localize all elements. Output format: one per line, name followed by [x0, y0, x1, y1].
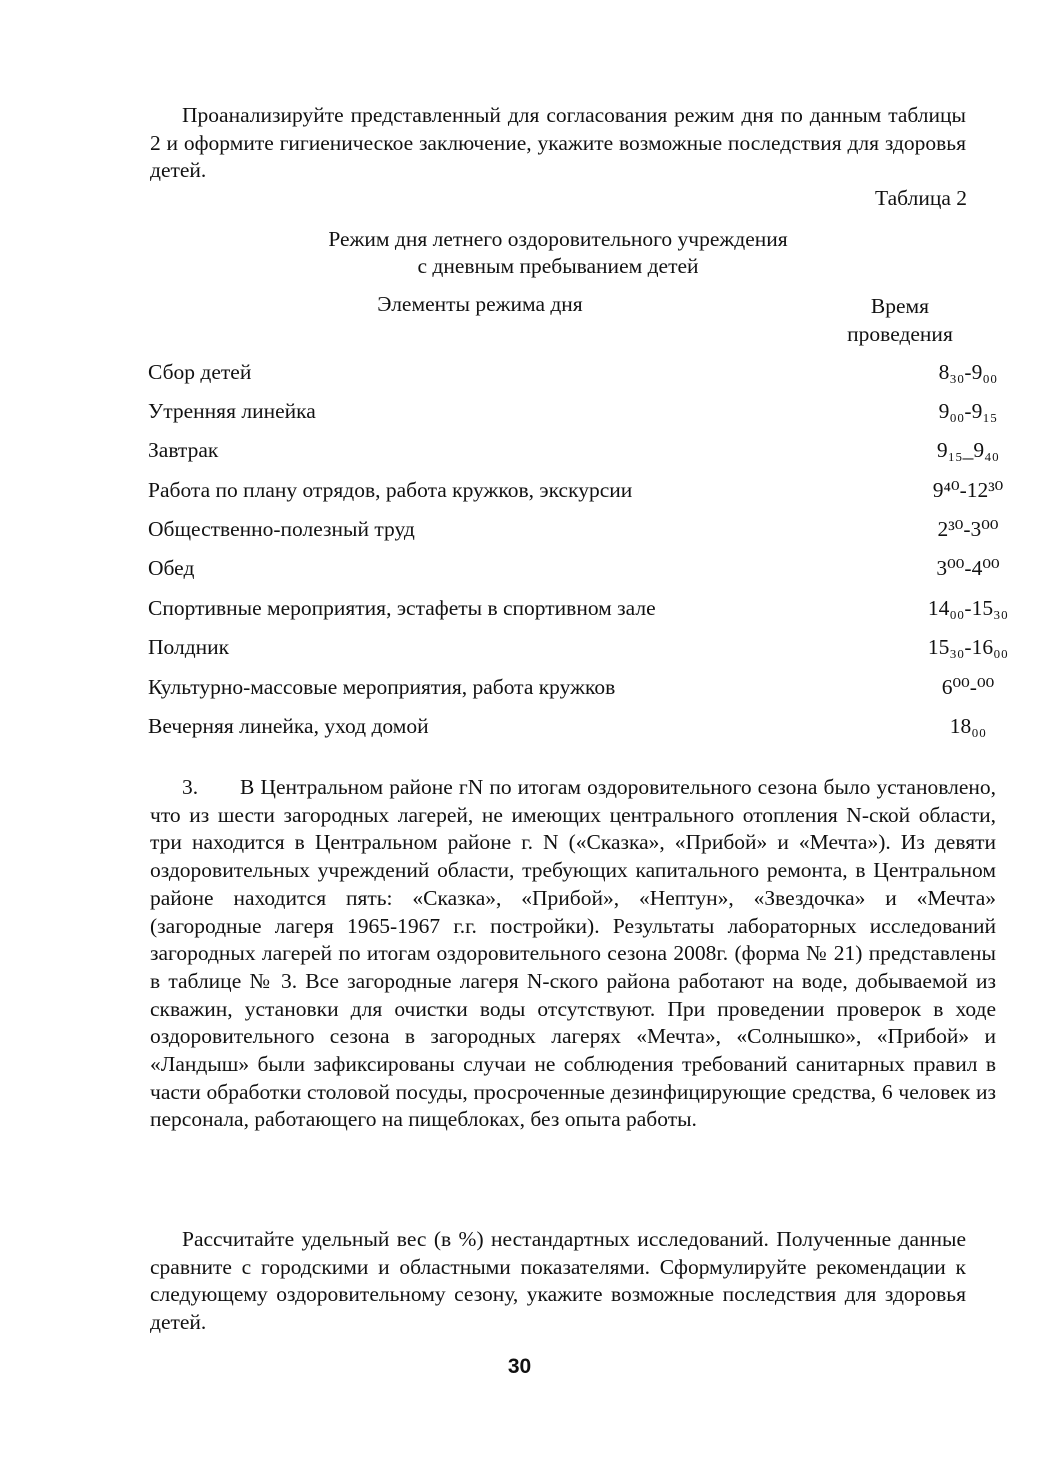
column-header-elements: Элементы режима дня — [377, 292, 583, 316]
row-time: 9₀₀-9₁₅ — [938, 399, 998, 423]
column-header-time-line1: Время — [870, 294, 930, 318]
table-row — [148, 517, 999, 547]
table-title-line1: Режим дня летнего оздоровительного учреждения — [328, 227, 788, 251]
intro-paragraph: Проанализируйте представленный для согласования режим дня по данным таблицы 2 и оформите гигиеническое заключение, укажите возможные последствия для здоровья детей. — [150, 103, 966, 182]
row-element: Общественно-полезный труд — [148, 517, 415, 541]
row-element: Работа по плану отрядов, работа кружков, экскурсии — [148, 478, 633, 502]
row-time: 8₃₀-9₀₀ — [938, 360, 998, 384]
row-time: 6⁰⁰-⁰⁰ — [941, 675, 995, 699]
column-header-time — [820, 292, 980, 348]
row-element: Полдник — [148, 635, 230, 659]
task-paragraph — [150, 774, 996, 1134]
table-row — [148, 478, 1004, 508]
row-time: 14₀₀-15₃₀ — [927, 596, 1009, 620]
table-row — [148, 360, 998, 390]
table-title-line2: с дневным пребыванием детей — [417, 254, 699, 278]
table-row — [148, 399, 998, 429]
table-row — [148, 675, 995, 705]
row-element: Спортивные мероприятия, эстафеты в спортивном зале — [148, 596, 656, 620]
row-time: 9⁴⁰-12³⁰ — [932, 478, 1004, 502]
closing-paragraph: Рассчитайте удельный вес (в %) нестандартных исследований. Полученные данные сравните с городскими и областными показателями. Сформулируйте рекомендации к следующему оздоровительному сезону, укажите возможные последствия для здоровья детей. — [150, 1227, 966, 1334]
row-element: Сбор детей — [148, 360, 252, 384]
row-time: 18₀₀ — [949, 714, 987, 738]
table-row — [148, 438, 1000, 468]
row-element: Утренняя линейка — [148, 399, 316, 423]
row-element: Завтрак — [148, 438, 219, 462]
row-time: 9₁₅_9₄₀ — [936, 438, 1000, 462]
table-row — [148, 596, 1009, 626]
column-header-time-line2: проведения — [847, 322, 953, 346]
row-element: Обед — [148, 556, 195, 580]
page-number: 30 — [507, 1355, 532, 1378]
table-label: Таблица 2 — [875, 186, 967, 210]
task-text: В Центральном районе гN по итогам оздоровительного сезона было установлено, что из шести загородных лагерей, не имеющих центрального отопления N-ской области, три находится в Центральном районе г. N («Сказка», «Прибой» и «Мечта»). Из девяти оздоровительных учреждений области, требующих капитального ремонта, в Центральном районе находится пять: «Сказка», «Прибой», «Нептун», «Звездочка» и «Мечта» (загородные лагеря 1965-1967 г.г. постройки). Результаты лабораторных исследований загородных лагерей по итогам оздоровительного сезона 2008г. (форма № 21) представлены в таблице № 3. Все загородные лагеря N-ского района работают на воде, добываемой из скважин, установки для очистки воды отсутствуют. При проведении проверок в ходе оздоровительного сезона в загородных лагерях «Мечта», «Солнышко», «Прибой» и «Ландыш» были зафиксированы случаи не соблюдения требований санитарных правил в части обработки столовой посуды, просроченные дезинфицирующие средства, 6 человек из персонала, работающего на пищеблоках, без опыта работы. — [150, 775, 996, 1132]
table-row — [148, 635, 1009, 665]
row-element: Вечерняя линейка, уход домой — [148, 714, 429, 738]
row-time: 2³⁰-3⁰⁰ — [937, 517, 999, 541]
table-row — [148, 556, 1000, 586]
task-number: 3. — [182, 775, 199, 799]
row-time: 3⁰⁰-4⁰⁰ — [936, 556, 1000, 580]
row-time: 15₃₀-16₀₀ — [927, 635, 1009, 659]
table-row — [148, 714, 987, 744]
row-element: Культурно-массовые мероприятия, работа кружков — [148, 675, 616, 699]
